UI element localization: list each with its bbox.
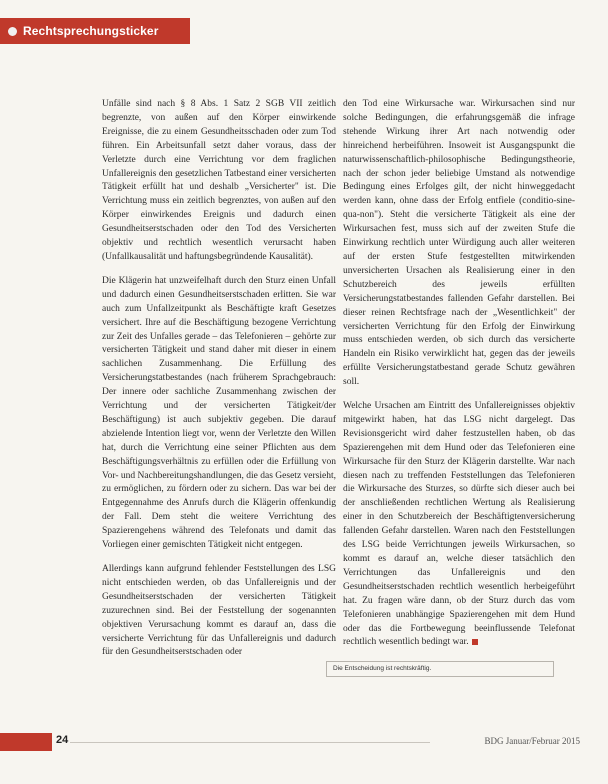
paragraph: Unfälle sind nach § 8 Abs. 1 Satz 2 SGB VII zeitlich begrenzte, von außen auf den Körper einwirkende Ereignisse, die zu einem Gesundheitsschaden oder zum Tod führen. Ein Arbeitsunfall setzt daher voraus, dass der Verletzte durch eine Verrichtung vor dem fraglichen Unfallereignis den gesetzlichen Tatbestand einer versicherten Tätigkeit erfüllt hat und deshalb „Versicherter" ist. Die Verrichtung muss ein zeitlich begrenztes, von außen auf den Körper einwirkendes Ereignis und dadurch einen Gesundheitserstschaden oder den Tod des Versicherten objektiv und rechtlich wesentlich verursacht haben (Unfallkausalität und haftungsbegründende Kausalität).: [102, 99, 336, 262]
note-box: Die Entscheidung ist rechtskräftig.: [326, 661, 554, 677]
paragraph: Die Klägerin hat unzweifelhaft durch den Sturz einen Unfall und dadurch einen Gesundheitserstschaden erlitten. Sie war auch zum Unfallzeitpunkt als Beschäftigte kraft Gesetzes versichert. Ihre auf die Beschäftigung bezogene Verrichtung zur Zeit des Unfalles gerade – das Telefonieren – gehörte zur versicherten Tätigkeit und stand daher mit dieser in einem sachlichen Zusammenhang. Die Erfüllung des Versicherungstatbestandes (nach früherem Sprachgebrauch: Der innere oder sachliche Zusammenhang zwischen der Verrichtung und der versicherten Tätigkeit/der Beschäftigung) ist auch subjektiv gegeben. Die darauf abzielende Intention liegt vor, wenn der Verletzte den Willen hat, durch die Verrichtung eine seiner Pflichten aus dem Beschäftigungsverhältnis zu erfüllen oder die Erfüllung von Vor- und Nachbereitungshandlungen, die das Gesetz versieht, zu ermöglichen, zu fördern oder zu sichern. Das war bei der Entgegennahme des Anrufs durch die Klägerin offenkundig der Fall. Dem steht die weitere Verrichtung des Spazierengehens während des Telefonats und damit das Vorliegen einer gemischten Tätigkeit nicht entgegen.: [102, 275, 336, 551]
paragraph: den Tod eine Wirkursache war. Wirkursachen sind nur solche Bedingungen, die erfahrungsgemäß die infrage stehende Wirkung ihrer Art nach notwendig oder hinreichend herbeiführen. Insoweit ist Ausgangspunkt die naturwissenschaftlich-philosophische Bedingungstheorie, nach der schon jeder beliebige Umstand als notwendige Bedingung eines Erfolges gilt, der nicht hinweggedacht werden kann, ohne dass der Erfolg entfiele (conditio-sine-qua-non"). Steht die versicherte Tätigkeit als eine der Wirkursachen fest, muss sich auf der zweiten Stufe die Einwirkung rechtlich unter Würdigung auch aller weiteren auf der ersten Stufe festgestellten mitwirkenden unversicherten Ursachen als Realisierung einer in den Schutzbereich des jeweils erfüllten Versicherungstatbestandes fallenden Gefahr darstellen. Bei dieser reinen Rechtsfrage nach der „Wesentlichkeit" der versicherten Verrichtung für den Erfolg der Einwirkung muss entschieden werden, ob sich durch das versicherte Handeln ein Risiko verwirklicht hat, gegen das der jeweils erfüllte Versicherungstatbestand gerade Schutz gewähren soll.: [343, 99, 575, 388]
bullet-icon: [8, 27, 17, 36]
paragraph-text: Welche Ursachen am Eintritt des Unfallereignisses objektiv mitgewirkt haben, hat das LSG nicht dargelegt. Das Revisionsgericht wird daher festzustellen haben, ob das Spazierengehen mit dem Hund oder das Telefonieren eine Wirkursache für den Sturz der Klägerin darstellte. War nach diesen nach zu treffenden Feststellungen das Telefonieren die Wirkursache des Sturzes, so dürfte sich dieser auch bei der anschließenden rechtlichen Wertung als Realisierung einer in den Schutzbereich der Beschäftigtenversicherung fallenden Gefahr darstellen. Waren nach den Feststellungen des LSG beide Verrichtungen jeweils Wirkursachen, so kommt es darauf an, welche dieser tatsächlich den Verrichtungen das Unfallereignis und den Gesundheitserstschaden rechtlich wesentlich herbeigeführt hat. Zu fragen wäre dann, ob der Sturz durch das vom Telefonieren unabhängige Spazierengehen mit dem Hund oder das die Fortbewegung beeinflussende Telefonat rechtlich wesentlich bedingt war.: [343, 401, 575, 648]
section-title: Rechtsprechungsticker: [23, 24, 159, 38]
footer-divider: [70, 742, 430, 743]
paragraph: [343, 400, 575, 650]
text-column-left: [102, 98, 336, 670]
page-number: 24: [56, 734, 69, 746]
section-header: [0, 18, 190, 44]
end-of-article-mark: [472, 639, 478, 645]
issue-label: BDG Januar/Februar 2015: [484, 736, 580, 746]
text-column-right: [343, 98, 575, 660]
paragraph: Allerdings kann aufgrund fehlender Feststellungen des LSG nicht entschieden werden, ob das Unfallereignis und der Gesundheitserstschaden der versicherten Tätigkeit zuzurechnen sind. Bei der Feststellung der sogenannten objektiven Verursachung kommt es darauf an, dass die versicherte Verrichtung für das Unfallereignis und dadurch für den Gesundheitserstschaden oder: [102, 564, 336, 658]
footer-accent-bar: [0, 733, 52, 751]
